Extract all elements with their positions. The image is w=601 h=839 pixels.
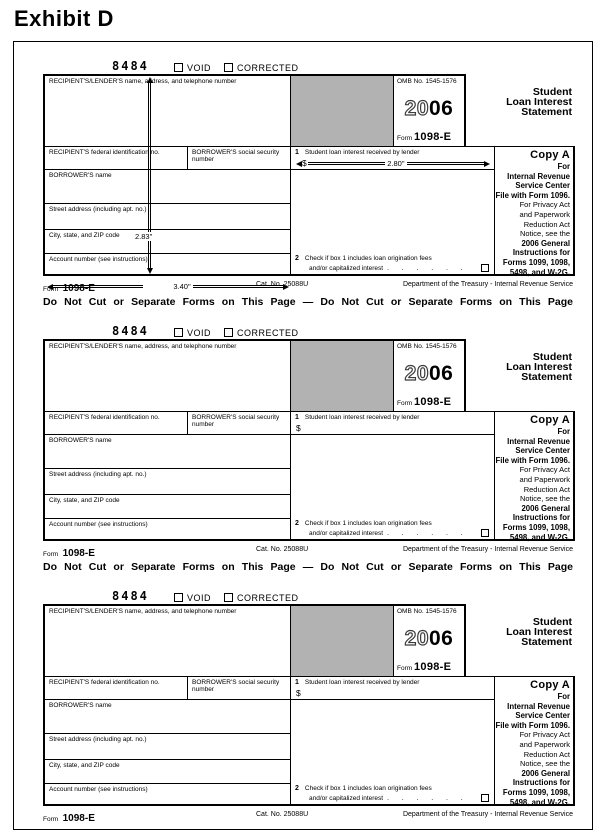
borrower-name-cell[interactable]: [45, 435, 290, 469]
empty-amount-area: [291, 700, 494, 783]
form-number: 1098-E: [413, 131, 452, 143]
footer-form-word: Form: [43, 816, 59, 823]
copy-a-line: and Paperwork: [519, 474, 570, 484]
copy-a-line: Notice, see the: [519, 759, 570, 769]
corrected-checkbox[interactable]: [224, 63, 233, 72]
form-footer: [43, 806, 573, 822]
footer-form-number: 1098-E: [62, 283, 95, 294]
box2-label-line1: Check if box 1 includes loan origination fees: [304, 520, 432, 527]
copy-a-line: Internal Revenue: [507, 171, 570, 181]
copy-a-panel: [495, 677, 573, 806]
copy-a-line: 5498, and W-2G.: [509, 267, 570, 277]
box2-origination-cell: [291, 518, 494, 541]
box2-checkbox[interactable]: [481, 794, 489, 802]
form-1098e-box: [43, 339, 573, 541]
form-print-code: 8484: [112, 324, 149, 338]
box2-number: 2: [295, 785, 299, 792]
copy-a-line: Instructions for: [512, 778, 570, 788]
form-number: 1098-E: [413, 396, 452, 408]
width-measure-2-80: [296, 160, 490, 167]
recipient-tin-label: RECIPIENT'S federal identification no.: [49, 679, 160, 686]
department-label: Department of the Treasury - Internal Revenue Service: [402, 546, 573, 553]
empty-amount-area: [291, 170, 494, 253]
box1-number: 1: [295, 679, 299, 686]
recipient-tin-cell[interactable]: [45, 412, 188, 434]
measure-line: [53, 285, 143, 288]
tax-year-prefix: 20: [404, 361, 429, 385]
copy-a-line: 5498, and W-2G.: [509, 532, 570, 542]
box2-line2: [309, 794, 490, 802]
statement-title: [466, 604, 575, 676]
form-number-line: [397, 397, 461, 409]
statement-title-line: Student: [532, 86, 572, 98]
height-measure-label: 2.83": [135, 232, 153, 241]
box1-dollar-sign: $: [296, 423, 301, 433]
form-word: Form: [397, 665, 413, 672]
payer-info-column: [45, 412, 291, 541]
tax-year-prefix: 20: [404, 96, 429, 120]
void-field: [174, 593, 211, 603]
box2-line2: [309, 264, 490, 272]
copy-a-line: Forms 1099, 1098,: [502, 522, 570, 532]
tax-year-suffix: 06: [429, 96, 454, 120]
corrected-field: [224, 63, 299, 73]
form-footer: [43, 541, 573, 557]
box2-checkbox[interactable]: [481, 529, 489, 537]
copy-a-line: Service Center: [515, 711, 570, 721]
borrower-ssn-cell[interactable]: [188, 147, 290, 169]
copy-a-title: Copy A: [530, 679, 570, 691]
shaded-box: [291, 606, 393, 676]
id-numbers-row: [45, 412, 290, 435]
corrected-field: [224, 593, 299, 603]
copy-a-line: 2006 General: [521, 238, 570, 248]
copy-a-line: File with Form 1096.: [495, 455, 570, 465]
box1-label: Student loan interest received by lender: [304, 149, 420, 156]
void-field: [174, 63, 211, 73]
recipient-lender-cell: [45, 606, 291, 676]
statement-title-line: Statement: [521, 106, 572, 118]
copy-a-line: Internal Revenue: [507, 436, 570, 446]
corrected-checkbox[interactable]: [224, 593, 233, 602]
copy-a-line: 2006 General: [521, 503, 570, 513]
account-number-label: Account number (see instructions): [49, 521, 148, 528]
copy-a-line: Reduction Act: [523, 484, 570, 494]
corrected-label: CORRECTED: [237, 328, 299, 338]
department-label: Department of the Treasury - Internal Revenue Service: [402, 811, 573, 818]
copy-a-line: For: [557, 692, 570, 701]
copy-a-line: File with Form 1096.: [495, 720, 570, 730]
box2-label-line2: and/or capitalized interest: [309, 264, 384, 272]
street-address-cell[interactable]: [45, 204, 290, 230]
copy-a-panel: [495, 147, 573, 276]
do-not-cut-text: Do Not Cut or Separate Forms on This Page — Do Not Cut or Separate Forms on This Page: [43, 561, 573, 573]
box2-label-line1: Check if box 1 includes loan origination fees: [304, 785, 432, 792]
id-numbers-row: [45, 677, 290, 700]
street-address-label: Street address (including apt. no.): [49, 471, 147, 478]
account-number-cell[interactable]: [45, 254, 290, 276]
department-label: Department of the Treasury - Internal Revenue Service: [402, 281, 573, 288]
recipient-lender-label: RECIPIENT'S/LENDER'S name, address, and telephone number: [49, 608, 237, 615]
copy-a-line: For Privacy Act: [519, 465, 570, 475]
copy-a-line: 5498, and W-2G.: [509, 797, 570, 807]
borrower-ssn-cell[interactable]: [188, 677, 290, 699]
copy-a-line: For: [557, 162, 570, 171]
city-state-zip-cell[interactable]: [45, 760, 290, 784]
recipient-lender-label: RECIPIENT'S/LENDER'S name, address, and telephone number: [49, 78, 237, 85]
city-state-zip-cell[interactable]: [45, 230, 290, 254]
void-checkbox[interactable]: [174, 328, 183, 337]
form-top-row: [45, 339, 466, 411]
tax-year: [397, 86, 461, 133]
borrower-ssn-label: BORROWER'S social security number: [192, 149, 280, 163]
copy-a-line: and Paperwork: [519, 209, 570, 219]
void-label: VOID: [187, 328, 212, 338]
footer-form-word: Form: [43, 551, 59, 558]
statement-title-line: Statement: [521, 636, 572, 648]
borrower-ssn-cell[interactable]: [188, 412, 290, 434]
box2-origination-cell: [291, 253, 494, 276]
void-checkbox[interactable]: [174, 63, 183, 72]
omb-cell: [393, 341, 466, 411]
copy-a-title: Copy A: [530, 149, 570, 161]
arrow-right-icon: [283, 284, 289, 290]
form-number-line: [397, 132, 461, 144]
recipient-tin-label: RECIPIENT'S federal identification no.: [49, 149, 160, 156]
form-copy-2: [43, 322, 573, 557]
width-measure-label: 2.80": [387, 158, 405, 168]
box1-label: Student loan interest received by lender: [304, 414, 420, 421]
copy-a-line: 2006 General: [521, 768, 570, 778]
tax-year-suffix: 06: [429, 626, 454, 650]
account-number-label: Account number (see instructions): [49, 786, 148, 793]
statement-title-line: Loan Interest: [506, 96, 572, 108]
box1-number: 1: [295, 414, 299, 421]
account-number-cell[interactable]: [45, 519, 290, 541]
footer-form-word: Form: [43, 286, 59, 293]
footer-form-number: 1098-E: [62, 813, 95, 824]
form-word: Form: [397, 400, 413, 407]
corrected-field: [224, 328, 299, 338]
copy-a-line: Reduction Act: [523, 219, 570, 229]
omb-number-label: OMB No. 1545-1576: [397, 608, 457, 615]
box2-label-line2: and/or capitalized interest: [309, 529, 384, 537]
copy-a-line: Internal Revenue: [507, 701, 570, 711]
catalog-number: Cat. No. 25088U: [256, 811, 309, 818]
form-copy-1: [43, 57, 573, 292]
payer-info-column: [45, 677, 291, 806]
amount-boxes-column: [291, 677, 495, 806]
measure-line: [193, 285, 283, 288]
box2-number: 2: [295, 520, 299, 527]
recipient-lender-cell: [45, 76, 291, 146]
recipient-tin-cell[interactable]: [45, 147, 188, 169]
footer-form-id: [43, 543, 95, 561]
arrow-right-icon: [484, 161, 490, 167]
borrower-name-label: BORROWER'S name: [49, 437, 112, 444]
tax-year: [397, 616, 461, 663]
copy-a-line: and Paperwork: [519, 739, 570, 749]
city-state-zip-cell[interactable]: [45, 495, 290, 519]
recipient-tin-label: RECIPIENT'S federal identification no.: [49, 414, 160, 421]
borrower-name-cell[interactable]: [45, 700, 290, 734]
box2-origination-cell: [291, 783, 494, 806]
page-border: [13, 41, 593, 830]
borrower-ssn-label: BORROWER'S social security number: [192, 679, 280, 693]
do-not-cut-text: Do Not Cut or Separate Forms on This Page — Do Not Cut or Separate Forms on This Page: [43, 296, 573, 308]
form-main-grid: [45, 676, 575, 806]
page-title: Exhibit D: [14, 6, 114, 31]
box2-checkbox[interactable]: [481, 264, 489, 272]
street-address-cell[interactable]: [45, 734, 290, 760]
copy-a-line: Notice, see the: [519, 229, 570, 239]
statement-title-line: Student: [532, 351, 572, 363]
tax-year-prefix: 20: [404, 626, 429, 650]
leader-dots: . . . . . .: [387, 529, 464, 537]
corrected-label: CORRECTED: [237, 63, 299, 73]
corrected-label: CORRECTED: [237, 593, 299, 603]
catalog-number: Cat. No. 25088U: [256, 281, 309, 288]
form-top-row: [45, 74, 466, 146]
omb-number-label: OMB No. 1545-1576: [397, 78, 457, 85]
form-1098e-box: [43, 604, 573, 806]
omb-cell: [393, 76, 466, 146]
footer-form-number: 1098-E: [62, 548, 95, 559]
account-number-label: Account number (see instructions): [49, 256, 148, 263]
box1-interest-cell[interactable]: [291, 412, 494, 435]
account-number-cell[interactable]: [45, 784, 290, 806]
statement-title-line: Student: [532, 616, 572, 628]
borrower-name-label: BORROWER'S name: [49, 702, 112, 709]
void-field: [174, 328, 211, 338]
form-print-code: 8484: [112, 589, 149, 603]
statement-title: [466, 339, 575, 411]
box1-dollar-sign: $: [296, 688, 301, 698]
id-numbers-row: [45, 147, 290, 170]
shaded-box: [291, 341, 393, 411]
street-address-cell[interactable]: [45, 469, 290, 495]
statement-title-line: Loan Interest: [506, 626, 572, 638]
omb-number-label: OMB No. 1545-1576: [397, 343, 457, 350]
form-top-row: [45, 604, 466, 676]
copy-a-line: Service Center: [515, 446, 570, 456]
catalog-number: Cat. No. 25088U: [256, 546, 309, 553]
form-word: Form: [397, 135, 413, 142]
statement-title-line: Loan Interest: [506, 361, 572, 373]
box1-interest-cell[interactable]: [291, 677, 494, 700]
width-measure-label: 3.40": [173, 281, 191, 291]
copy-a-line: Instructions for: [512, 513, 570, 523]
leader-dots: . . . . . .: [387, 794, 464, 802]
void-checkbox[interactable]: [174, 593, 183, 602]
tax-year: [397, 351, 461, 398]
form-print-code: 8484: [112, 59, 149, 73]
street-address-label: Street address (including apt. no.): [49, 736, 147, 743]
box1-dollar-sign: $: [302, 158, 307, 168]
form-main-grid: [45, 411, 575, 541]
street-address-label: Street address (including apt. no.): [49, 206, 147, 213]
copy-a-line: Forms 1099, 1098,: [502, 787, 570, 797]
measure-line: [308, 162, 386, 165]
statement-title: [466, 74, 575, 146]
city-state-zip-label: City, state, and ZIP code: [49, 232, 120, 239]
corrected-checkbox[interactable]: [224, 328, 233, 337]
box2-label-line2: and/or capitalized interest: [309, 794, 384, 802]
copy-a-line: Reduction Act: [523, 749, 570, 759]
statement-title-line: Statement: [521, 371, 572, 383]
form-copy-3: [43, 587, 573, 822]
recipient-lender-label: RECIPIENT'S/LENDER'S name, address, and telephone number: [49, 343, 237, 350]
copy-a-line: Notice, see the: [519, 494, 570, 504]
form-code-row: [43, 587, 573, 604]
city-state-zip-label: City, state, and ZIP code: [49, 497, 120, 504]
amount-boxes-column: [291, 412, 495, 541]
copy-a-line: Forms 1099, 1098,: [502, 257, 570, 267]
form-number: 1098-E: [413, 661, 452, 673]
copy-a-panel: [495, 412, 573, 541]
void-label: VOID: [187, 63, 212, 73]
copy-a-line: Service Center: [515, 181, 570, 191]
arrow-down-icon: [147, 268, 153, 274]
shaded-box: [291, 76, 393, 146]
copy-a-line: File with Form 1096.: [495, 190, 570, 200]
omb-cell: [393, 606, 466, 676]
borrower-ssn-label: BORROWER'S social security number: [192, 414, 280, 428]
box2-line2: [309, 529, 490, 537]
copy-a-line: For Privacy Act: [519, 730, 570, 740]
form-number-line: [397, 662, 461, 674]
width-measure-3-40: [47, 283, 289, 290]
borrower-name-label: BORROWER'S name: [49, 172, 112, 179]
empty-amount-area: [291, 435, 494, 518]
measure-line: [407, 162, 485, 165]
recipient-tin-cell[interactable]: [45, 677, 188, 699]
footer-form-id: [43, 808, 95, 826]
box2-number: 2: [295, 255, 299, 262]
box1-label: Student loan interest received by lender: [304, 679, 420, 686]
height-measure-2-83: [146, 77, 153, 274]
recipient-lender-cell: [45, 341, 291, 411]
copy-a-line: For: [557, 427, 570, 436]
city-state-zip-label: City, state, and ZIP code: [49, 762, 120, 769]
box1-number: 1: [295, 149, 299, 156]
void-label: VOID: [187, 593, 212, 603]
form-code-row: [43, 322, 573, 339]
copy-a-line: Instructions for: [512, 248, 570, 258]
form-code-row: [43, 57, 573, 74]
tax-year-suffix: 06: [429, 361, 454, 385]
amount-boxes-column: [291, 147, 495, 276]
leader-dots: . . . . . .: [387, 264, 464, 272]
copy-a-title: Copy A: [530, 414, 570, 426]
box2-label-line1: Check if box 1 includes loan origination fees: [304, 255, 432, 262]
copy-a-line: For Privacy Act: [519, 200, 570, 210]
